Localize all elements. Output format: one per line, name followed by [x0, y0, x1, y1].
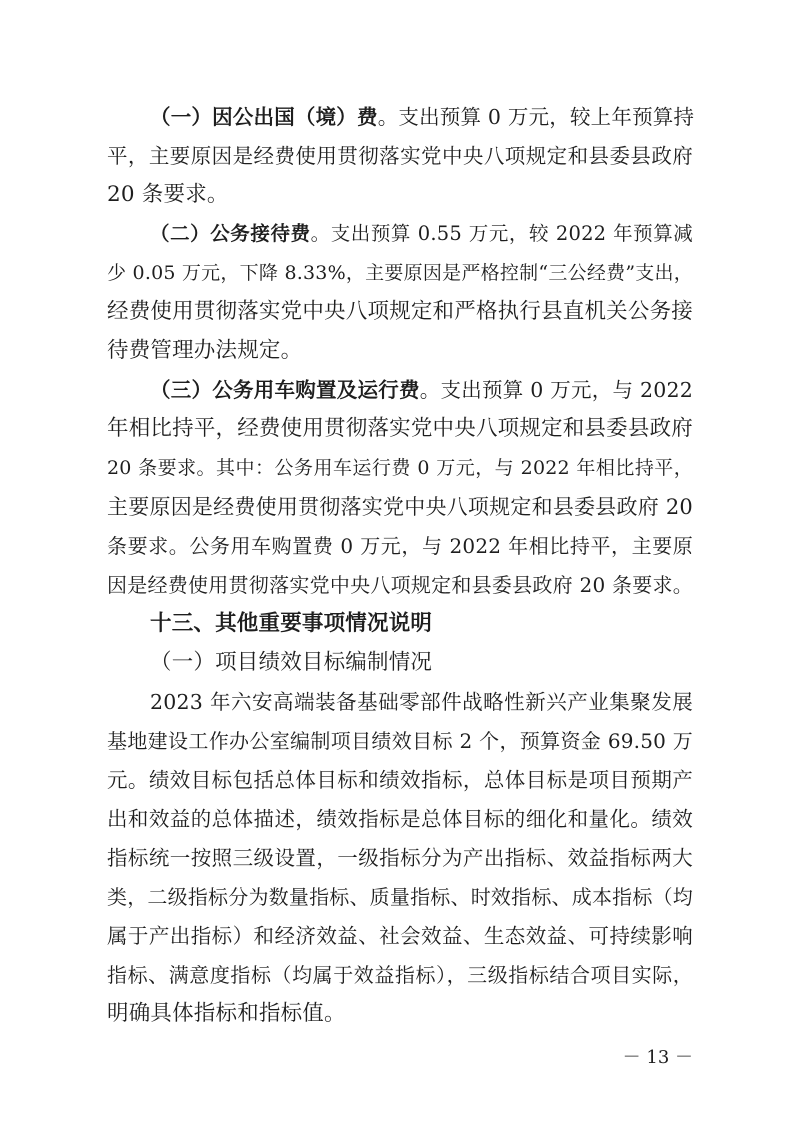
reception-paragraph-line-4: 待费管理办法规定。 [107, 338, 303, 363]
reception-line-1-text: 。支出预算 0.55 万元，较 2022 年预算减 [310, 222, 693, 245]
vehicles-paragraph-line-3: 20 条要求。其中：公务用车运行费 0 万元，与 2022 年相比持平， [107, 457, 693, 479]
reception-lead: （二）公务接待费 [150, 222, 311, 245]
performance-paragraph-line-2: 基地建设工作办公室编制项目绩效目标 2 个，预算资金 69.50 万 [107, 729, 693, 753]
reception-paragraph-line-3: 经费使用贯彻落实党中央八项规定和严格执行县直机关公务接 [107, 299, 693, 324]
performance-paragraph-line-3: 元。绩效目标包括总体目标和绩效指标，总体目标是项目预期产 [107, 768, 693, 792]
performance-paragraph-line-7: 属于产出指标）和经济效益、社会效益、生态效益、可持续影响 [107, 924, 693, 948]
performance-paragraph-line-8: 指标、满意度指标（均属于效益指标），三级指标结合项目实际， [107, 963, 693, 987]
reception-paragraph-line-2: 少 0.05 万元，下降 8.33%，主要原因是严格控制“三公经费”支出， [107, 262, 693, 284]
subsection-heading: （一）项目绩效目标编制情况 [150, 650, 433, 675]
section-heading: 十三、其他重要事项情况说明 [150, 611, 433, 636]
vehicles-paragraph-line-6: 因是经费使用贯彻落实党中央八项规定和县委县政府 20 条要求。 [107, 573, 693, 597]
abroad-lead: （一）因公出国（境）费 [150, 105, 378, 129]
vehicles-paragraph-line-4: 主要原因是经费使用贯彻落实党中央八项规定和县委县政府 20 [107, 495, 693, 519]
performance-paragraph-line-1: 2023 年六安高端装备基础零部件战略性新兴产业集聚发展 [150, 690, 693, 714]
abroad-paragraph-line-1 [150, 102, 693, 132]
page-number: － 13 － [622, 1047, 693, 1068]
vehicles-lead: （三）公务用车购置及运行费 [150, 378, 420, 402]
vehicles-line-1-text: 。支出预算 0 万元，与 2022 [419, 378, 693, 402]
performance-paragraph-line-6: 类，二级指标分为数量指标、质量指标、时效指标、成本指标（均 [107, 885, 693, 909]
performance-paragraph-line-5: 指标统一按照三级设置，一级指标分为产出指标、效益指标两大 [107, 846, 693, 870]
vehicles-paragraph-line-2: 年相比持平，经费使用贯彻落实党中央八项规定和县委县政府 [107, 416, 693, 441]
vehicles-paragraph-line-5: 条要求。公务用车购置费 0 万元，与 2022 年相比持平，主要原 [107, 534, 693, 558]
reception-paragraph-line-1 [150, 219, 693, 249]
vehicles-paragraph-line-1 [150, 375, 693, 405]
performance-paragraph-line-9: 明确具体指标和指标值。 [107, 1001, 346, 1026]
performance-paragraph-line-4: 出和效益的总体描述，绩效指标是总体目标的细化和量化。绩效 [107, 807, 693, 831]
abroad-paragraph-line-2: 平，主要原因是经费使用贯彻落实党中央八项规定和县委县政府 [107, 144, 693, 168]
abroad-paragraph-line-3: 20 条要求。 [107, 182, 229, 207]
abroad-line-1-text: 。支出预算 0 万元，较上年预算持 [377, 105, 695, 129]
